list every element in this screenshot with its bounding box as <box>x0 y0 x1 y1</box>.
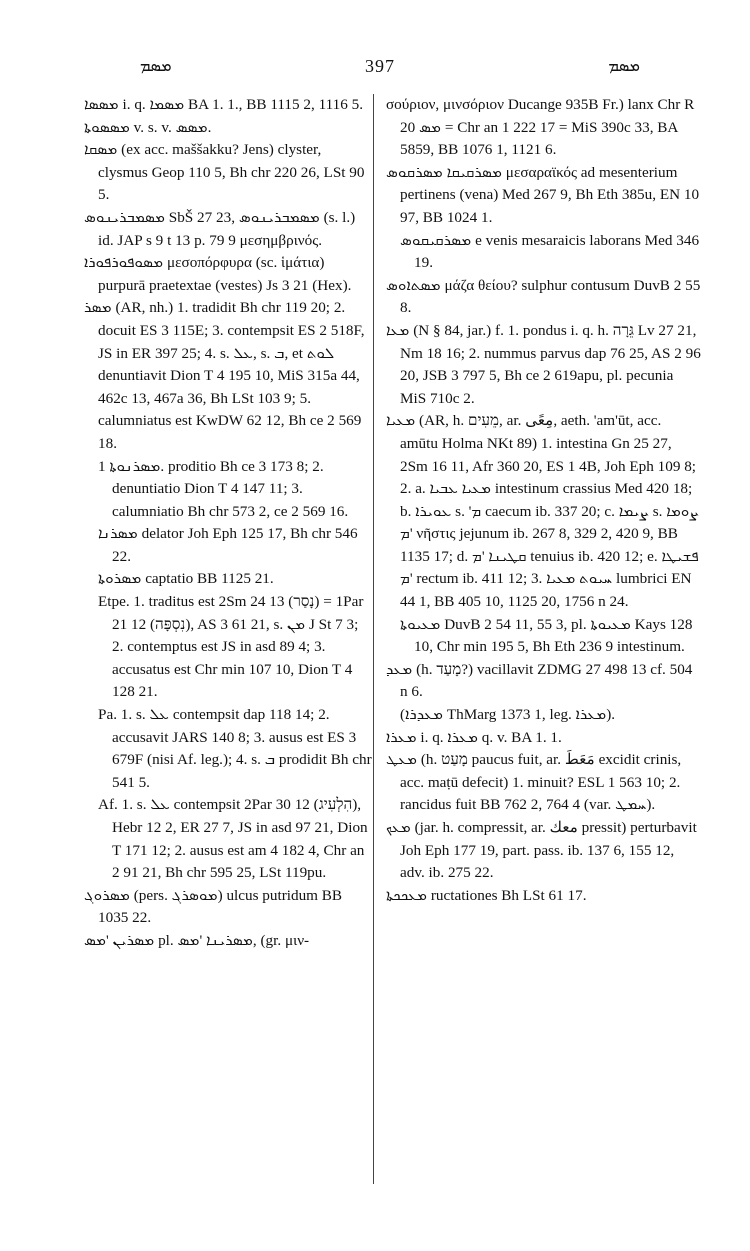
dictionary-entry: σούριον, μινσόριον Ducange 935B Fr.) lanx Chr R ܡܣ 20 = Chr an 1 222 17 = MiS 390c 33, BA 5859, BB 1076 1, 1121 6. <box>386 96 695 159</box>
header-right-word: ܡܣܡ <box>608 56 640 75</box>
dictionary-entry: ܡܥܐ (N § 84, jar.) f. 1. pondus i. q. h. גֵּרָה Lv 27 21, Nm 18 16; 2. nummus parvus dap 76 25, AS 2 96 20, JSB 3 797 5, Bh ce 2 619apu, pl. pecunia MiS 710c 2. <box>386 321 701 407</box>
dictionary-subentry: Pa. 1. s. ܥܠ contempsit dap 118 14; 2. accusavit JARS 140 8; 3. ausus est ES 3 679F (nisi Af. leg.); 4. s. ܒ prodidit Bh chr 541 5. <box>98 706 372 791</box>
dictionary-entry: ܡܥܝܐ (AR, h. מֵעִים, ar. مِعًى, aeth. 'am'ūt, acc. amūtu Holma NKt 89) 1. intestina Gn 25 27, 2Sm 16 11, Afr 360 20, ES 1 4B, Joh Eph 109 8; 2. a. ܡܥܝܐ ܥܒܝܐ intestinum crassius Med 420 18; b. ܥܘܝܪܐ s. 'ܡ caecum ib. 337 20; c. ܨܝܡܐ s. ܨܘܡܐ 'ܡ νῆστις jejunum ib. 267 8, 329 2, 420 9, BB 1135 17; d. ܩܛܝܢܐ 'ܡ tenuius ib. 420 12; e. ܦܫܝܛܐ 'ܡ rectum ib. 411 12; 3. ܚܝܘܬ ܡܥܝܐ lumbrici EN 44 1, BB 405 10, 1125 20, 1756 n 24. <box>386 412 699 611</box>
dictionary-entry: ܡܣܡܒܪܝܢܘܣ SbŠ 27 23, ܡܣܡܒܪܝܢܘܣ (s. l.) id. JAP s 9 t 13 p. 79 9 μεσημβρινός. <box>84 208 356 249</box>
dictionary-subentry: ܡܣܪܢܘܬܐ 1. proditio Bh ce 3 173 8; 2. denuntiatio Dion T 4 147 11; 3. calumniatio Bh chr 573 2, ce 2 569 16. <box>98 457 349 520</box>
dictionary-entry: ܡܣܪܘܓ (pers. ܡܘܣܪܓ) ulcus putridum BB 1035 22. <box>84 886 343 927</box>
column-divider <box>373 94 374 1184</box>
dictionary-subentry: Etpe. 1. traditus est 2Sm 24 13 (נָסַר) = 1Par 21 12 (נִסְפָּה), AS 3 61 21, s. ܡܢ J St 7 3; 2. contemptus est JS in asd 89 4; 3. accusatus est Chr min 107 10, Dion T 4 128 21. <box>98 593 364 701</box>
dictionary-entry: ܡܣܪܩܝܩܐ ܡܣܪܩܘܣ μεσαραϊκός ad mesenterium pertinens (vena) Med 267 9, Bh Eth 385u, EN 10 97, BB 1024 1. <box>386 163 700 226</box>
dictionary-entry: ܡܥܪܐ i. q. ܡܥܪܐ q. v. BA 1. 1. <box>386 728 562 746</box>
page-number: 397 <box>365 56 395 76</box>
dictionary-entry: ܡܣܪ (AR, nh.) 1. tradidit Bh chr 119 20; 2. docuit ES 3 115E; 3. contempsit ES 2 518F, JS in ER 397 25; 4. s. ܥܠ, s. ܒ, et ܠܘܬ denuntiavit Dion T 4 195 10, MiS 315a 44, 462c 13, 467a 36, Bh LSt 103 9; 5. calumniatus est KwDW 62 12, Bh ce 2 569 18. <box>84 299 365 452</box>
header-left-word: ܡܣܡ <box>140 56 172 75</box>
dictionary-entry: ܡܣܬܐܘܣ μάζα θείου? sulphur contusum DuvB 2 55 8. <box>386 276 701 317</box>
dictionary-subentry: (ܡܥܕܪܐ ThMarg 1373 1, leg. ܡܥܪܐ). <box>400 706 616 724</box>
left-column <box>84 94 372 953</box>
dictionary-entry: ܡܣܘܦܘܪܦܘܪܐ μεσοπόρφυρα (sc. ἱμάτια) purpurā praetextae (vestes) Js 3 21 (Hex). <box>84 254 352 294</box>
dictionary-subentry: Af. 1. s. ܥܠ contempsit 2Par 30 12 (הִלְעִיג), Hebr 12 2, ER 27 7, JS in asd 97 21, Dion T 171 12; 2. ausus est am 4 182 4, Chr an 2 91 21, Bh chr 595 25, LSt 119pu. <box>98 796 368 882</box>
dictionary-subentry: ܡܣܪܢܐ delator Joh Eph 125 17, Bh chr 546 22. <box>98 525 358 565</box>
dictionary-entry: ܡܣܩܐ (ex acc. maššakku? Jens) clyster, clysmus Geop 110 5, Bh chr 220 26, LSt 90 5. <box>84 141 365 204</box>
dictionary-subentry: ܡܥܝܘܬܐ DuvB 2 54 11, 55 3, pl. ܡܥܝܘܬܐ Kays 128 10, Chr min 195 5, Bh Eth 236 9 intestinum. <box>400 615 693 656</box>
dictionary-entry: ܡܥܟܟܬܐ ructationes Bh LSt 61 17. <box>386 886 587 904</box>
running-header <box>80 52 680 82</box>
dictionary-entry: ܡܥܛ (h. מָעַט paucus fuit, ar. مَعَطَ excidit crinis, acc. maṭū defecit) 1. minuit? ESL 1 563 10; 2. rancidus fuit BB 762 2, 764 4 (var. ܚܡܛ). <box>386 751 682 814</box>
dictionary-subentry: ܡܣܪܘܬܐ captatio BB 1125 21. <box>98 570 274 588</box>
dictionary-entry: ܡܥܕ (h. מָעַד?) vacillavit ZDMG 27 498 13 cf. 504 n 6. <box>386 660 693 701</box>
dictionary-entry: ܡܣܣܘܬܐ v. s. v. ܡܣܣ. <box>84 118 212 136</box>
dictionary-entry: ܡܣܪܝܢ 'ܡܣ pl. ܡܣܪܝܢܐ 'ܡܣ, (gr. μιν- <box>84 931 310 949</box>
dictionary-entry: ܡܥܟ (jar. h. compressit, ar. معك pressit) perturbavit Joh Eph 177 19, part. pass. ib. 137 6, 155 12, adv. ib. 275 22. <box>386 819 697 882</box>
dictionary-subentry: ܡܣܪܩܝܩܘܣ e venis mesaraicis laborans Med 346 19. <box>400 231 700 272</box>
dictionary-entry: ܡܣܣܐ i. q. ܡܣܡܐ BA 1. 1., BB 1115 2, 1116 5. <box>84 96 363 113</box>
right-column <box>386 94 702 907</box>
